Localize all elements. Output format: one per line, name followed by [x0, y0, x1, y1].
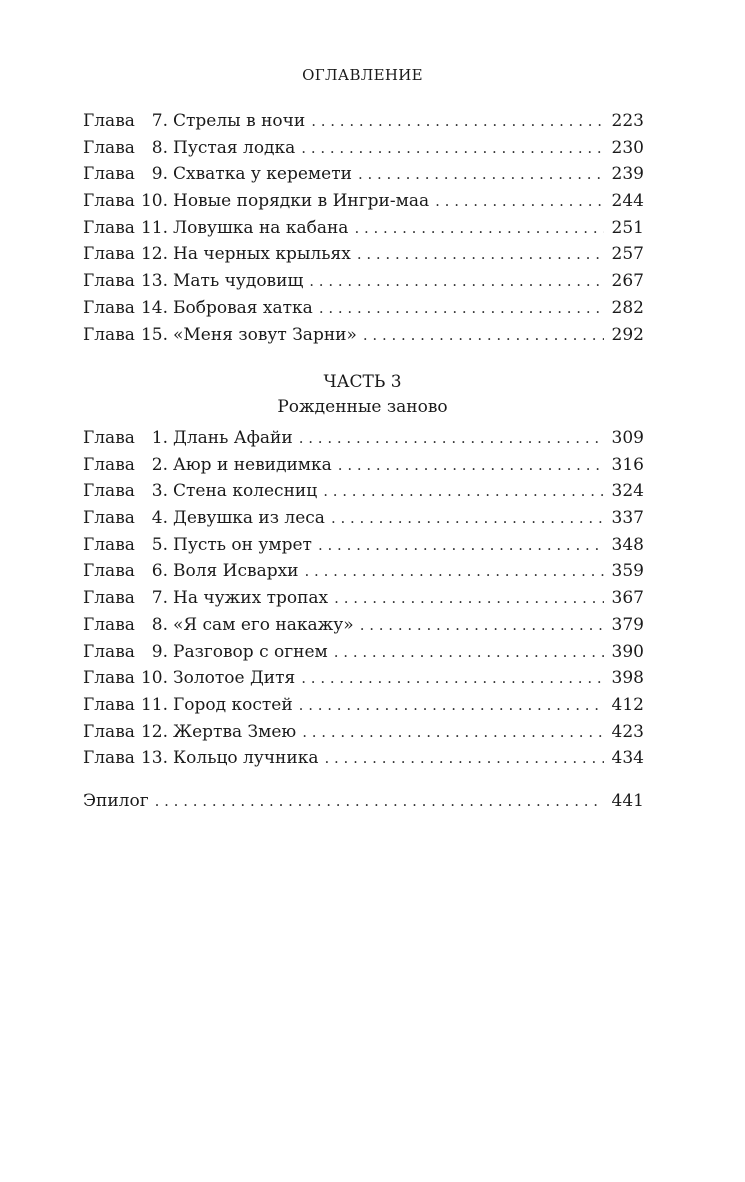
- toc-entry[interactable]: [83, 322, 644, 349]
- toc-entry[interactable]: [83, 241, 644, 268]
- dot-leader: [149, 788, 604, 815]
- chapter-number: 6.: [151, 561, 168, 582]
- toc-entry[interactable]: [83, 188, 644, 215]
- page-number: 423: [611, 721, 644, 742]
- chapter-title: Золотое Дитя: [173, 668, 296, 689]
- dot-leader: [296, 719, 603, 746]
- dot-leader: [328, 639, 604, 666]
- chapter-label: Глава: [83, 721, 135, 742]
- chapter-title: Новые порядки в Ингри-маа: [173, 191, 430, 212]
- chapter-number: 10.: [140, 191, 168, 212]
- chapter-title: Пустая лодка: [173, 137, 296, 158]
- dot-leader: [312, 532, 604, 559]
- toc-heading: ОГЛАВЛЕНИЕ: [302, 66, 423, 84]
- chapter-title: Жертва Змею: [173, 721, 297, 742]
- chapter-number: 10.: [140, 668, 168, 689]
- chapter-number: 11.: [140, 217, 168, 238]
- epilogue-title: Эпилог: [83, 791, 149, 811]
- chapter-number: 7.: [151, 111, 168, 131]
- chapter-number: 2.: [151, 454, 168, 475]
- chapter-label: Глава: [83, 324, 135, 345]
- chapter-title: Аюр и невидимка: [173, 454, 332, 475]
- chapter-label: Глава: [83, 641, 135, 662]
- chapter-label: Глава: [83, 561, 135, 582]
- chapter-label: Глава: [83, 534, 135, 555]
- toc-entry[interactable]: [83, 108, 644, 135]
- chapter-title: Длань Афайи: [173, 428, 293, 448]
- toc-entry[interactable]: [83, 505, 644, 532]
- chapter-title: На чужих тропах: [173, 588, 329, 609]
- chapter-label: Глава: [83, 694, 135, 715]
- page-number: 230: [611, 137, 644, 158]
- chapter-number: 11.: [140, 694, 168, 715]
- toc-entry[interactable]: [83, 215, 644, 242]
- page-number: 239: [611, 164, 644, 185]
- chapter-label: Глава: [83, 588, 135, 609]
- page-number: 367: [611, 588, 644, 609]
- chapter-title: Мать чудовищ: [173, 271, 304, 292]
- page-number: 324: [611, 481, 644, 502]
- chapter-label: Глава: [83, 164, 135, 185]
- dot-leader: [317, 478, 603, 505]
- part-subtitle: Рожденные заново: [277, 397, 448, 417]
- toc-entry[interactable]: [83, 295, 644, 322]
- page-number: 257: [611, 244, 644, 265]
- chapter-number: 1.: [151, 428, 168, 448]
- chapter-label: Глава: [83, 191, 135, 212]
- toc-entry[interactable]: [83, 585, 644, 612]
- page-number: 292: [611, 324, 644, 345]
- dot-leader: [429, 188, 603, 215]
- chapter-label: Глава: [83, 614, 135, 635]
- page-number: 244: [611, 191, 644, 212]
- dot-leader: [354, 612, 604, 639]
- chapter-label: Глава: [83, 297, 135, 318]
- dot-leader: [357, 322, 604, 349]
- dot-leader: [332, 452, 604, 479]
- dot-leader: [328, 585, 603, 612]
- page-number: 359: [611, 561, 644, 582]
- chapter-number: 12.: [140, 244, 168, 265]
- page-number: 348: [611, 534, 644, 555]
- dot-leader: [299, 558, 604, 585]
- epilogue-page-number: 441: [611, 791, 644, 811]
- toc-entry[interactable]: [83, 532, 644, 559]
- chapter-label: Глава: [83, 508, 135, 529]
- toc-entry[interactable]: [83, 425, 644, 452]
- dot-leader: [305, 108, 603, 135]
- dot-leader: [325, 505, 604, 532]
- page-number: 337: [611, 508, 644, 529]
- chapter-label: Глава: [83, 454, 135, 475]
- toc-entry[interactable]: [83, 452, 644, 479]
- chapter-label: Глава: [83, 481, 135, 502]
- page-number: 434: [611, 748, 644, 769]
- toc-entry[interactable]: [83, 478, 644, 505]
- chapter-title: На черных крыльях: [173, 244, 351, 265]
- page-number: 267: [611, 271, 644, 292]
- chapter-number: 5.: [151, 534, 168, 555]
- toc-entry[interactable]: [83, 692, 644, 719]
- dot-leader: [313, 295, 604, 322]
- dot-leader: [293, 692, 604, 719]
- chapter-number: 9.: [151, 164, 168, 185]
- page-number: 379: [611, 614, 644, 635]
- chapter-label: Глава: [83, 668, 135, 689]
- chapter-number: 9.: [151, 641, 168, 662]
- chapter-number: 8.: [151, 137, 168, 158]
- chapter-label: Глава: [83, 244, 135, 265]
- chapter-list-part-2: [83, 108, 644, 348]
- chapter-number: 15.: [140, 324, 168, 345]
- page-number: 309: [611, 428, 644, 448]
- chapter-label: Глава: [83, 748, 135, 769]
- chapter-label: Глава: [83, 428, 135, 448]
- part-heading: ЧАСТЬ 3: [323, 372, 402, 392]
- chapter-number: 8.: [151, 614, 168, 635]
- chapter-title: Воля Исвархи: [173, 561, 299, 582]
- toc-entry[interactable]: [83, 745, 644, 772]
- chapter-number: 7.: [151, 588, 168, 609]
- toc-entry[interactable]: [83, 665, 644, 692]
- chapter-number: 4.: [151, 508, 168, 529]
- toc-entry[interactable]: [83, 161, 644, 188]
- dot-leader: [348, 215, 603, 242]
- dot-leader: [352, 161, 604, 188]
- chapter-title: Девушка из леса: [173, 508, 325, 529]
- page-number: 398: [611, 668, 644, 689]
- page-number: 282: [611, 297, 644, 318]
- chapter-number: 13.: [140, 748, 168, 769]
- chapter-number: 14.: [140, 297, 168, 318]
- toc-entry[interactable]: [83, 135, 644, 162]
- chapter-title: Схватка у керемети: [173, 164, 352, 185]
- dot-leader: [318, 745, 603, 772]
- chapter-title: Ловушка на кабана: [173, 217, 349, 238]
- page-number: 251: [611, 217, 644, 238]
- chapter-number: 13.: [140, 271, 168, 292]
- dot-leader: [295, 135, 603, 162]
- toc-entry[interactable]: [83, 268, 644, 295]
- chapter-label: Глава: [83, 217, 135, 238]
- toc-entry[interactable]: [83, 612, 644, 639]
- chapter-list-part-3: [83, 425, 644, 772]
- toc-entry[interactable]: [83, 558, 644, 585]
- chapter-number: 3.: [151, 481, 168, 502]
- page-number: 412: [611, 694, 644, 715]
- dot-leader: [295, 665, 603, 692]
- chapter-label: Глава: [83, 137, 135, 158]
- page-number: 223: [611, 111, 644, 131]
- page-number: 316: [611, 454, 644, 475]
- chapter-title: Бобровая хатка: [173, 297, 313, 318]
- chapter-label: Глава: [83, 111, 135, 131]
- page-number: 390: [611, 641, 644, 662]
- dot-leader: [351, 241, 604, 268]
- chapter-label: Глава: [83, 271, 135, 292]
- chapter-number: 12.: [140, 721, 168, 742]
- chapter-title: «Я сам его накажу»: [173, 614, 354, 635]
- chapter-title: Город костей: [173, 694, 293, 715]
- chapter-title: «Меня зовут Зарни»: [173, 324, 357, 345]
- chapter-title: Кольцо лучника: [173, 748, 319, 769]
- chapter-title: Пусть он умрет: [173, 534, 312, 555]
- chapter-title: Разговор с огнем: [173, 641, 328, 662]
- toc-entry[interactable]: [83, 639, 644, 666]
- chapter-title: Стена колесниц: [173, 481, 318, 502]
- chapter-title: Стрелы в ночи: [173, 111, 306, 131]
- toc-entry[interactable]: [83, 719, 644, 746]
- dot-leader: [303, 268, 603, 295]
- dot-leader: [293, 425, 604, 452]
- epilogue-entry[interactable]: [83, 788, 644, 815]
